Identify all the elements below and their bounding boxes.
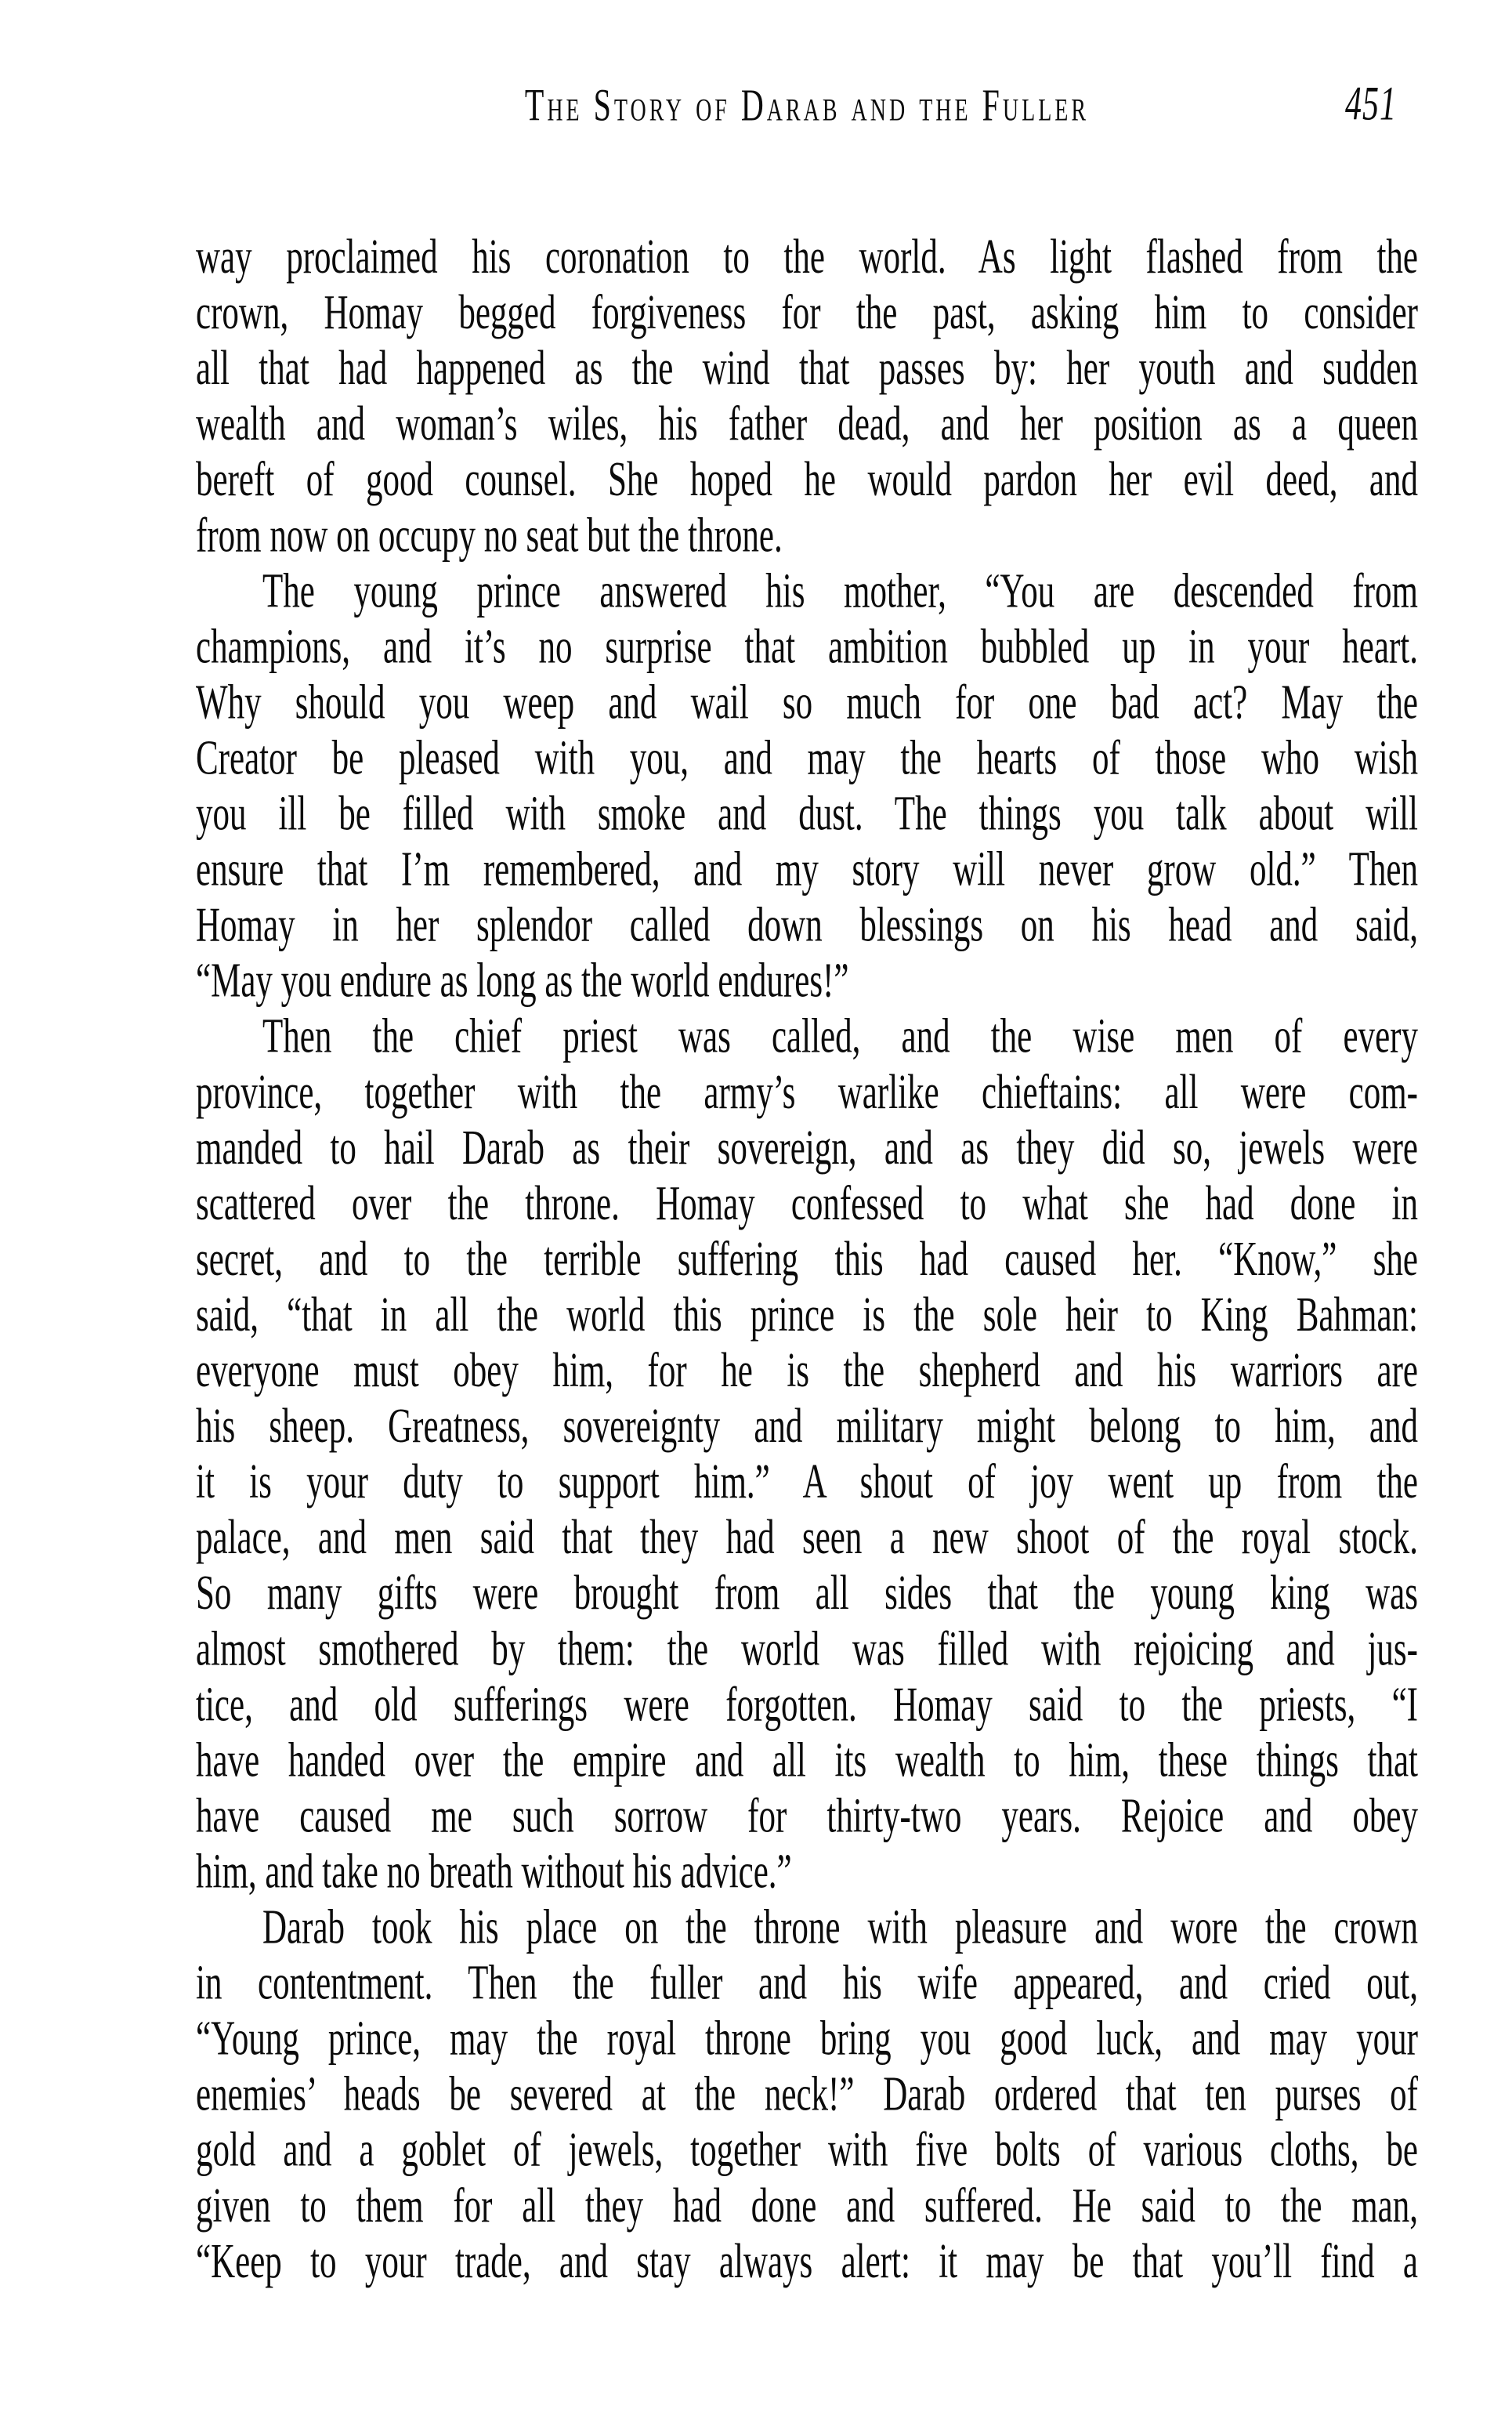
body-line: almost smothered by them: the world was filled with rejoicing and jus- xyxy=(196,1622,1418,1676)
body-line: tice, and old sufferings were forgotten. Homay said to the priests, “I xyxy=(196,1678,1418,1732)
body-line: Homay in her splendor called down blessings on his head and said, xyxy=(196,898,1418,953)
body-line: Darab took his place on the throne with pleasure and wore the crown xyxy=(262,1900,1418,1954)
body-line: bereft of good counsel. She hoped he would pardon her evil deed, and xyxy=(196,453,1418,507)
body-line: enemies’ heads be severed at the neck!” Darab ordered that ten purses of xyxy=(196,2068,1418,2122)
body-line: wealth and woman’s wiles, his father dead, and her position as a queen xyxy=(196,397,1418,451)
body-line: all that had happened as the wind that passes by: her youth and sudden xyxy=(196,342,1418,396)
page-number: 451 xyxy=(1345,78,1397,131)
body-line: crown, Homay begged forgiveness for the past, asking him to consider xyxy=(196,286,1418,340)
body-line: gold and a goblet of jewels, together with five bolts of various cloths, be xyxy=(196,2124,1418,2178)
body-line: have caused me such sorrow for thirty-two years. Rejoice and obey xyxy=(196,1789,1418,1843)
body-text xyxy=(196,230,1418,2290)
body-line: Creator be pleased with you, and may the hearts of those who wish xyxy=(196,731,1418,785)
body-line: said, “that in all the world this prince is the sole heir to King Bahman: xyxy=(196,1288,1418,1342)
body-line: palace, and men said that they had seen a new shoot of the royal stock. xyxy=(196,1511,1418,1565)
running-header-title: The Story of Darab and the Fuller xyxy=(524,79,1090,131)
body-line: “May you endure as long as the world endures!” xyxy=(196,954,849,1009)
body-line: ensure that I’m remembered, and my story will never grow old.” Then xyxy=(196,842,1418,897)
body-line: The young prince answered his mother, “You are descended from xyxy=(262,564,1418,618)
body-line: “Keep to your trade, and stay always alert: it may be that you’ll find a xyxy=(196,2235,1418,2289)
body-line: Why should you weep and wail so much for one bad act? May the xyxy=(196,675,1418,730)
body-line: his sheep. Greatness, sovereignty and military might belong to him, and xyxy=(196,1400,1418,1454)
body-line: everyone must obey him, for he is the shepherd and his warriors are xyxy=(196,1344,1418,1398)
body-line: scattered over the throne. Homay confessed to what she had done in xyxy=(196,1177,1418,1231)
body-line: “Young prince, may the royal throne bring you good luck, and may your xyxy=(196,2012,1418,2066)
body-line: him, and take no breath without his advice.” xyxy=(196,1845,792,1899)
body-line: you ill be filled with smoke and dust. The things you talk about will xyxy=(196,787,1418,841)
body-line: from now on occupy no seat but the throne. xyxy=(196,509,783,563)
body-line: province, together with the army’s warlike chieftains: all were com- xyxy=(196,1066,1418,1120)
body-line: it is your duty to support him.” A shout of joy went up from the xyxy=(196,1455,1418,1509)
body-line: champions, and it’s no surprise that ambition bubbled up in your heart. xyxy=(196,620,1418,674)
body-line: in contentment. Then the fuller and his wife appeared, and cried out, xyxy=(196,1956,1418,2011)
body-line: Then the chief priest was called, and the wise men of every xyxy=(262,1010,1418,1064)
body-line: given to them for all they had done and suffered. He said to the man, xyxy=(196,2179,1418,2233)
body-line: have handed over the empire and all its wealth to him, these things that xyxy=(196,1733,1418,1787)
body-line: manded to hail Darab as their sovereign, and as they did so, jewels were xyxy=(196,1121,1418,1175)
body-line: secret, and to the terrible suffering this had caused her. “Know,” she xyxy=(196,1233,1418,1287)
body-line: way proclaimed his coronation to the world. As light flashed from the xyxy=(196,230,1418,284)
body-line: So many gifts were brought from all sides that the young king was xyxy=(196,1566,1418,1621)
